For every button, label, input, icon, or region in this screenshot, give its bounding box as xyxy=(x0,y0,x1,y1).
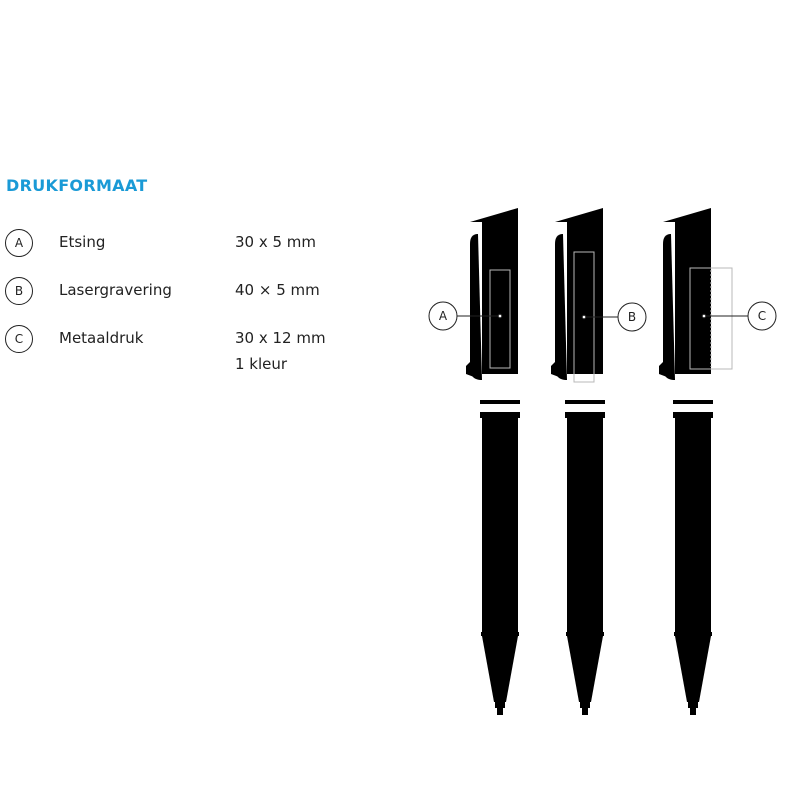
option-method-a: Etsing xyxy=(59,233,106,251)
pen-b xyxy=(551,208,605,715)
section-title: DRUKFORMAAT xyxy=(6,176,148,195)
option-badge-c: C xyxy=(5,325,33,353)
callout-label-c: C xyxy=(757,309,767,323)
option-method-b: Lasergravering xyxy=(59,281,172,299)
option-size-a: 30 x 5 mm xyxy=(235,233,317,251)
option-method-c: Metaaldruk xyxy=(59,329,144,347)
pen-c xyxy=(659,208,713,715)
option-size-b: 40 × 5 mm xyxy=(235,281,320,299)
option-size-c: 30 x 12 mm xyxy=(235,329,326,347)
option-extra-c: 1 kleur xyxy=(235,355,288,373)
option-badge-b: B xyxy=(5,277,33,305)
callout-c xyxy=(702,302,776,330)
callout-label-a: A xyxy=(438,309,448,323)
pen-a xyxy=(466,208,520,715)
callout-label-b: B xyxy=(627,310,637,324)
option-badge-a: A xyxy=(5,229,33,257)
